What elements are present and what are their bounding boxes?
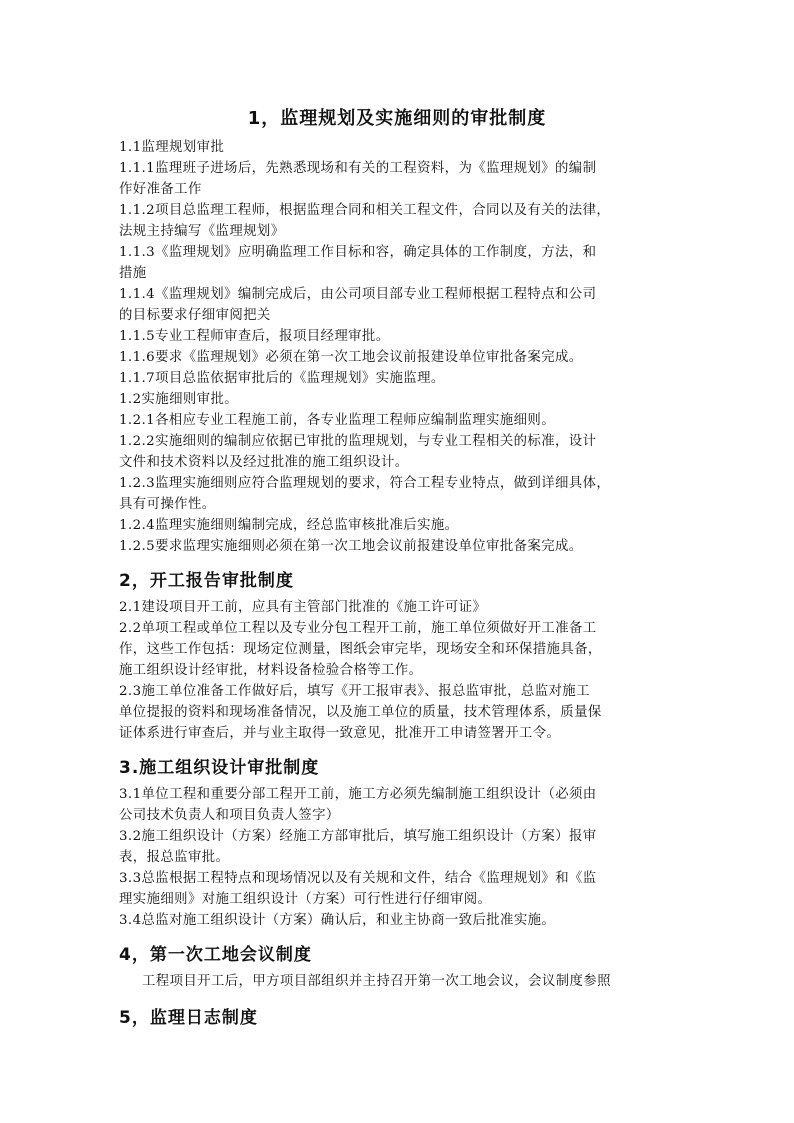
text-line: 1.2.1各相应专业工程施工前，各专业监理工程师应编制监理实施细则。: [119, 413, 555, 428]
section-heading: 2，开工报告审批制度: [119, 571, 294, 591]
text-line: 1.2.3监理实施细则应符合监理规划的要求，符合工程专业特点，做到详细具体，: [119, 476, 611, 491]
text-line: 1.2.4监理实施细则编制完成，经总监审核批准后实施。: [119, 518, 459, 533]
text-line: 公司技术负责人和项目负责人签字）: [119, 808, 340, 823]
text-line: 具有可操作性。: [119, 497, 216, 512]
text-line: 作好准备工作: [119, 182, 202, 197]
text-line: 1.1.7项目总监依据审批后的《监理规划》实施监理。: [119, 371, 445, 386]
text-line: 单位提报的资料和现场准备情况，以及施工单位的质量，技术管理体系，质量保: [119, 705, 602, 720]
text-line: 施工组织设计经审批，材料设备检验合格等工作。: [119, 663, 423, 678]
text-line: 1.2.2实施细则的编制应依据已审批的监理规划，与专业工程相关的标准，设计: [119, 434, 597, 449]
text-line: 表，报总监审批。: [119, 850, 230, 865]
text-line: 1.2实施细则审批。: [119, 392, 239, 407]
text-line: 证体系进行审查后，并与业主取得一致意见，批准开工申请签署开工令。: [119, 726, 561, 741]
text-line: 1.2.5要求监理实施细则必须在第一次工地会议前报建设单位审批备案完成。: [119, 539, 583, 554]
text-line: 1.1监理规划审批: [119, 140, 225, 155]
text-line: 2.2单项工程或单位工程以及专业分包工程开工前，施工单位须做好开工准备工: [119, 621, 597, 636]
text-line: 3.3总监根据工程特点和现场情况以及有关规和文件，结合《监理规划》和《监: [119, 871, 597, 886]
text-line: 1.1.6要求《监理规划》必须在第一次工地会议前报建设单位审批备案完成。: [119, 350, 583, 365]
text-line: 2.1建设项目开工前，应具有主管部门批准的《施工许可证》: [119, 600, 487, 615]
text-line: 作，这些工作包括：现场定位测量，图纸会审完毕，现场安全和环保措施具备，: [119, 642, 602, 657]
document-title: 1，监理规划及实施细则的审批制度: [247, 108, 547, 129]
text-line: 的目标要求仔细审阅把关: [119, 308, 271, 323]
text-line: 1.1.5专业工程师审查后，报项目经理审批。: [119, 329, 390, 344]
text-line: 2.3施工单位准备工作做好后，填写《开工报审表》、报总监审批，总监对施工: [119, 684, 590, 699]
text-line: 理实施细则》对施工组织设计（方案）可行性进行仔细审阅。: [119, 892, 492, 907]
text-line: 3.4总监对施工组织设计（方案）确认后，和业主协商一致后批准实施。: [119, 913, 556, 928]
text-line: 措施: [119, 266, 147, 281]
text-line: 3.2施工组织设计（方案）经施工方部审批后，填写施工组织设计（方案）报审: [119, 829, 597, 844]
section-heading: 4，第一次工地会议制度: [119, 945, 312, 965]
text-line: 3.1单位工程和重要分部工程开工前，施工方必须先编制施工组织设计（必须由: [119, 787, 597, 802]
section-heading: 5，监理日志制度: [119, 1008, 258, 1028]
text-line: 工程项目开工后，甲方项目部组织并主持召开第一次工地会议，会议制度参照: [142, 974, 611, 989]
text-line: 法规主持编写《监理规划》: [119, 224, 285, 239]
text-line: 1.1.3《监理规划》应明确监理工作目标和容，确定具体的工作制度，方法，和: [119, 245, 597, 260]
text-line: 1.1.2项目总监理工程师，根据监理合同和相关工程文件，合同以及有关的法律，: [119, 203, 611, 218]
section-heading: 3.施工组织设计审批制度: [119, 758, 320, 778]
text-line: 文件和技术资料以及经过批准的施工组织设计。: [119, 455, 409, 470]
text-line: 1.1.1监理班子进场后，先熟悉现场和有关的工程资料，为《监理规划》的编制: [119, 161, 597, 176]
text-line: 1.1.4《监理规划》编制完成后，由公司项目部专业工程师根据工程特点和公司: [119, 287, 597, 302]
